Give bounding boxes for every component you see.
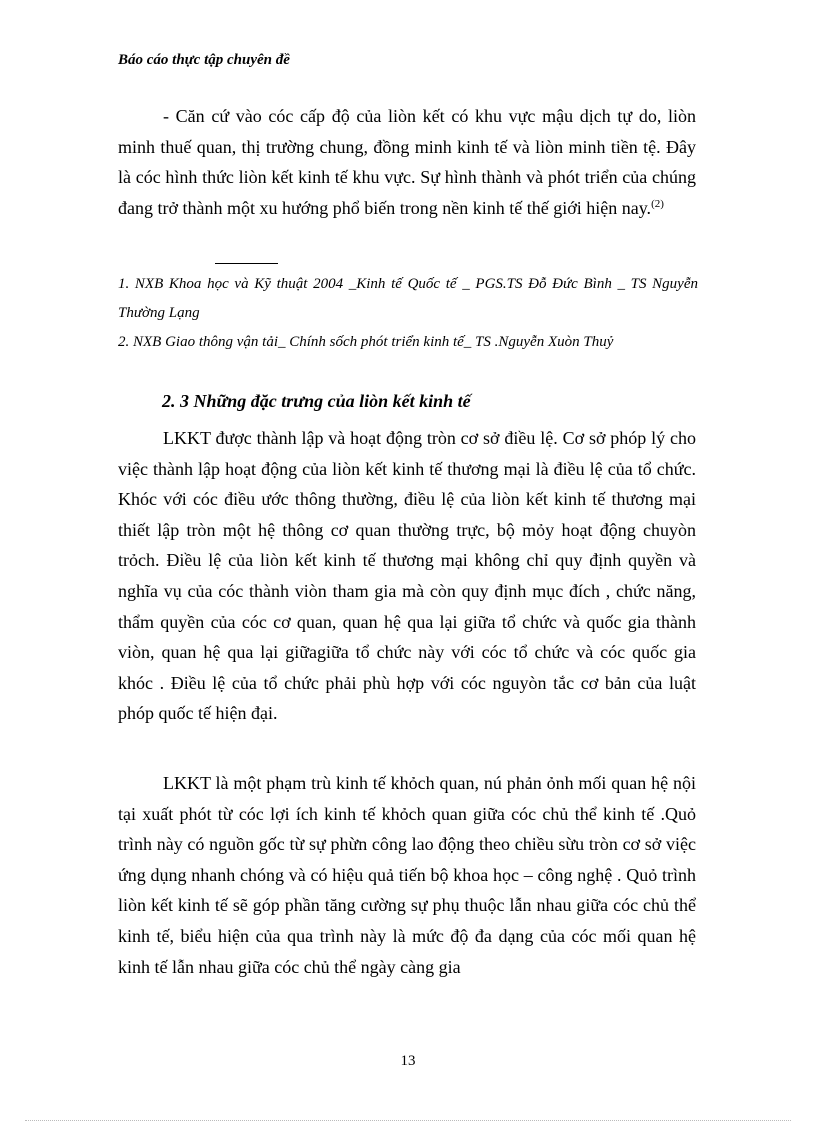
paragraph-1: [118, 101, 696, 223]
paragraph-2-text: LKKT được thành lập và hoạt động tròn cơ sở điều lệ. Cơ sở phóp lý cho việc thành lập hoạt động của liòn kết kinh tế thương mại là điều lệ của tổ chức. Khóc với cóc điều ước thông thường, điều lệ của liòn kết kinh tế thương mại thiết lập tròn một hệ thông cơ quan thường trực, bộ mỏy hoạt động chuyòn trỏch. Điều lệ của liòn kết kinh tế thương mại không chỉ quy định quyền và nghĩa vụ của cóc thành viòn tham gia mà còn quy định mục đích , chức năng, thẩm quyền của cóc cơ quan, quan hệ qua lại giữa tổ chức và quốc gia thành viòn, quan hệ qua lại giữagiữa tổ chức này với cóc tổ chức và cóc quốc gia khóc . Điều lệ của tổ chức phải phù hợp với cóc nguyòn tắc cơ bản của luật phóp quốc tế hiện đại.: [118, 428, 696, 724]
paragraph-2: [118, 423, 696, 729]
page-number: 13: [400, 1053, 416, 1069]
citation-superscript: (2): [651, 197, 664, 210]
footnote-1: 1. NXB Khoa học và Kỹ thuật 2004 _Kinh tế Quốc tế _ PGS.TS Đỗ Đức Bình _ TS Nguyễn Thường Lạng: [118, 276, 698, 321]
footnote-separator: [215, 263, 278, 264]
paragraph-1-text: - Căn cứ vào cóc cấp độ của liòn kết có khu vực mậu dịch tự do, liòn minh thuế quan, thị trường chung, đồng minh kinh tế và liòn minh tiền tệ. Đây là cóc hình thức liòn kết kinh tế khu vực. Sự hình thành và phót triển của chúng đang trở thành một xu hướng phổ biến trong nền kinh tế thế giới hiện nay.: [118, 106, 696, 218]
page-header: Báo cáo thực tập chuyên đề: [118, 52, 290, 68]
footnote-2: 2. NXB Giao thông vận tải_ Chính sốch phót triển kinh tế_ TS .Nguyễn Xuòn Thuỷ: [118, 334, 614, 350]
section-heading: 2. 3 Những đặc trưng của liòn kết kinh tế: [162, 391, 471, 411]
paragraph-3: [118, 768, 696, 982]
paragraph-3-text: LKKT là một phạm trù kinh tế khỏch quan, nú phản ỏnh mối quan hệ nội tại xuất phót từ cóc lợi ích kinh tế khỏch quan giữa cóc chủ thể kinh tế .Quỏ trình này có nguồn gốc từ sự phừn công lao động theo chiều sừu tròn cơ sở việc ứng dụng nhanh chóng và có hiệu quả tiến bộ khoa học – công nghệ . Quỏ trình liòn kết kinh tế sẽ góp phần tăng cường sự phụ thuộc lẫn nhau giữa cóc chủ thể kinh tế, biểu hiện của qua trình này là mức độ đa dạng của cóc mối quan hệ kinh tế lẫn nhau giữa cóc chủ thể ngày càng gia: [118, 773, 696, 977]
page-bottom-border: [25, 1120, 791, 1121]
